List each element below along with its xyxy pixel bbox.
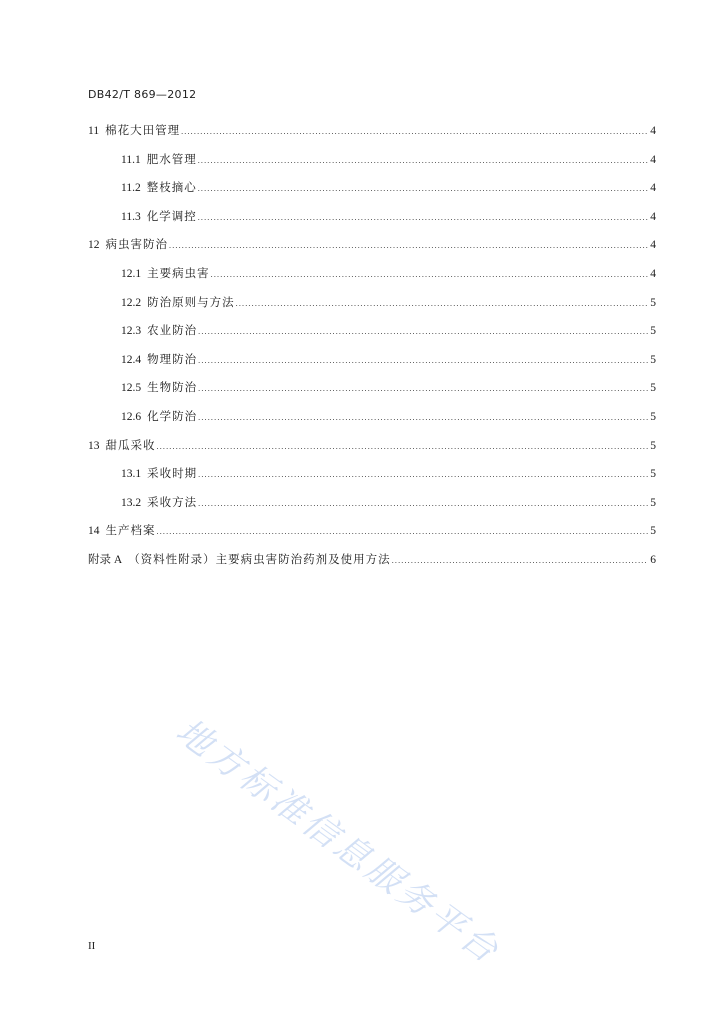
toc-entry-number: 11.2 — [121, 182, 141, 195]
toc-entry-14[interactable] — [88, 517, 656, 546]
toc-entry-title: 采收方法 — [147, 496, 198, 509]
toc-entry-title: 化学防治 — [147, 410, 198, 423]
toc-entry-13-2[interactable] — [88, 489, 656, 518]
toc-entry-12-3[interactable] — [88, 317, 656, 346]
page-number: II — [88, 940, 96, 952]
toc-entry-title: 采收时期 — [147, 468, 198, 481]
toc-entry-number: 13.1 — [121, 468, 142, 481]
toc-entry-page: 4 — [650, 267, 656, 280]
dot-leader — [198, 318, 648, 347]
toc-entry-number: 12.6 — [121, 410, 142, 423]
dot-leader — [198, 375, 648, 404]
toc-entry-title: 棉花大田管理 — [105, 125, 181, 137]
toc-entry-page: 5 — [650, 468, 656, 481]
table-of-contents — [88, 117, 656, 575]
toc-entry-11-2[interactable] — [88, 174, 656, 203]
toc-entry-12-5[interactable] — [88, 374, 656, 403]
dot-leader — [181, 118, 648, 147]
toc-entry-13-1[interactable] — [88, 460, 656, 489]
dot-leader — [198, 147, 648, 176]
toc-entry-title: 农业防治 — [147, 325, 198, 338]
toc-entry-page: 5 — [650, 410, 656, 423]
toc-entry-number: 11.3 — [121, 210, 141, 223]
dot-leader — [157, 518, 649, 547]
toc-entry-number: 12.3 — [121, 325, 142, 338]
toc-entry-title: 生物防治 — [147, 382, 198, 395]
dot-leader — [236, 290, 648, 319]
toc-entry-title: 防治原则与方法 — [147, 296, 235, 309]
dot-leader — [198, 175, 648, 204]
watermark: 地方标准信息服务平台 — [168, 711, 508, 973]
dot-leader — [198, 347, 648, 376]
dot-leader — [198, 490, 648, 519]
toc-entry-title: 主要病虫害 — [147, 267, 210, 280]
toc-entry-12-4[interactable] — [88, 346, 656, 375]
toc-entry-11[interactable] — [88, 117, 656, 146]
toc-entry-number: 附录 A — [88, 553, 123, 566]
toc-entry-number: 14 — [88, 525, 100, 538]
toc-entry-12[interactable] — [88, 231, 656, 260]
dot-leader — [157, 433, 649, 462]
toc-entry-number: 12.5 — [121, 382, 142, 395]
toc-entry-title: 整枝摘心 — [146, 182, 197, 195]
toc-entry-title: 化学调控 — [146, 210, 197, 223]
toc-entry-page: 5 — [650, 496, 656, 509]
toc-entry-number: 12.2 — [121, 296, 142, 309]
toc-entry-number: 12.4 — [121, 353, 142, 366]
toc-entry-page: 5 — [650, 296, 656, 309]
toc-entry-11-3[interactable] — [88, 203, 656, 232]
toc-entry-page: 5 — [650, 353, 656, 366]
toc-entry-13[interactable] — [88, 432, 656, 461]
toc-entry-12-6[interactable] — [88, 403, 656, 432]
toc-entry-page: 6 — [650, 553, 656, 566]
toc-entry-12-2[interactable] — [88, 289, 656, 318]
toc-entry-title: 物理防治 — [147, 353, 198, 366]
toc-entry-number: 13 — [88, 439, 100, 452]
toc-entry-page: 5 — [650, 439, 656, 452]
toc-entry-page: 4 — [650, 153, 656, 166]
toc-entry-12-1[interactable] — [88, 260, 656, 289]
document-code: DB42/T 869—2012 — [88, 88, 197, 101]
toc-entry-11-1[interactable] — [88, 146, 656, 175]
toc-entry-appendix-a[interactable] — [88, 546, 656, 575]
toc-entry-number: 11 — [88, 125, 100, 137]
toc-entry-number: 12.1 — [121, 267, 142, 280]
toc-entry-page: 4 — [650, 210, 656, 223]
dot-leader — [198, 461, 648, 490]
toc-entry-page: 5 — [650, 382, 656, 395]
dot-leader — [198, 204, 648, 233]
toc-entry-title: 甜瓜采收 — [105, 439, 156, 452]
toc-entry-page: 5 — [650, 525, 656, 538]
toc-entry-title: （资料性附录）主要病虫害防治药剂及使用方法 — [128, 553, 391, 566]
dot-leader — [211, 261, 648, 290]
dot-leader — [392, 547, 648, 576]
toc-entry-title: 生产档案 — [105, 525, 156, 538]
toc-entry-page: 4 — [650, 125, 656, 137]
toc-entry-page: 5 — [650, 325, 656, 338]
toc-entry-number: 13.2 — [121, 496, 142, 509]
toc-entry-number: 11.1 — [121, 153, 141, 166]
dot-leader — [169, 232, 648, 261]
toc-entry-number: 12 — [88, 239, 100, 252]
dot-leader — [198, 404, 648, 433]
toc-entry-title: 肥水管理 — [146, 153, 197, 166]
toc-entry-page: 4 — [650, 239, 656, 252]
toc-entry-page: 4 — [650, 182, 656, 195]
toc-entry-title: 病虫害防治 — [105, 239, 168, 252]
